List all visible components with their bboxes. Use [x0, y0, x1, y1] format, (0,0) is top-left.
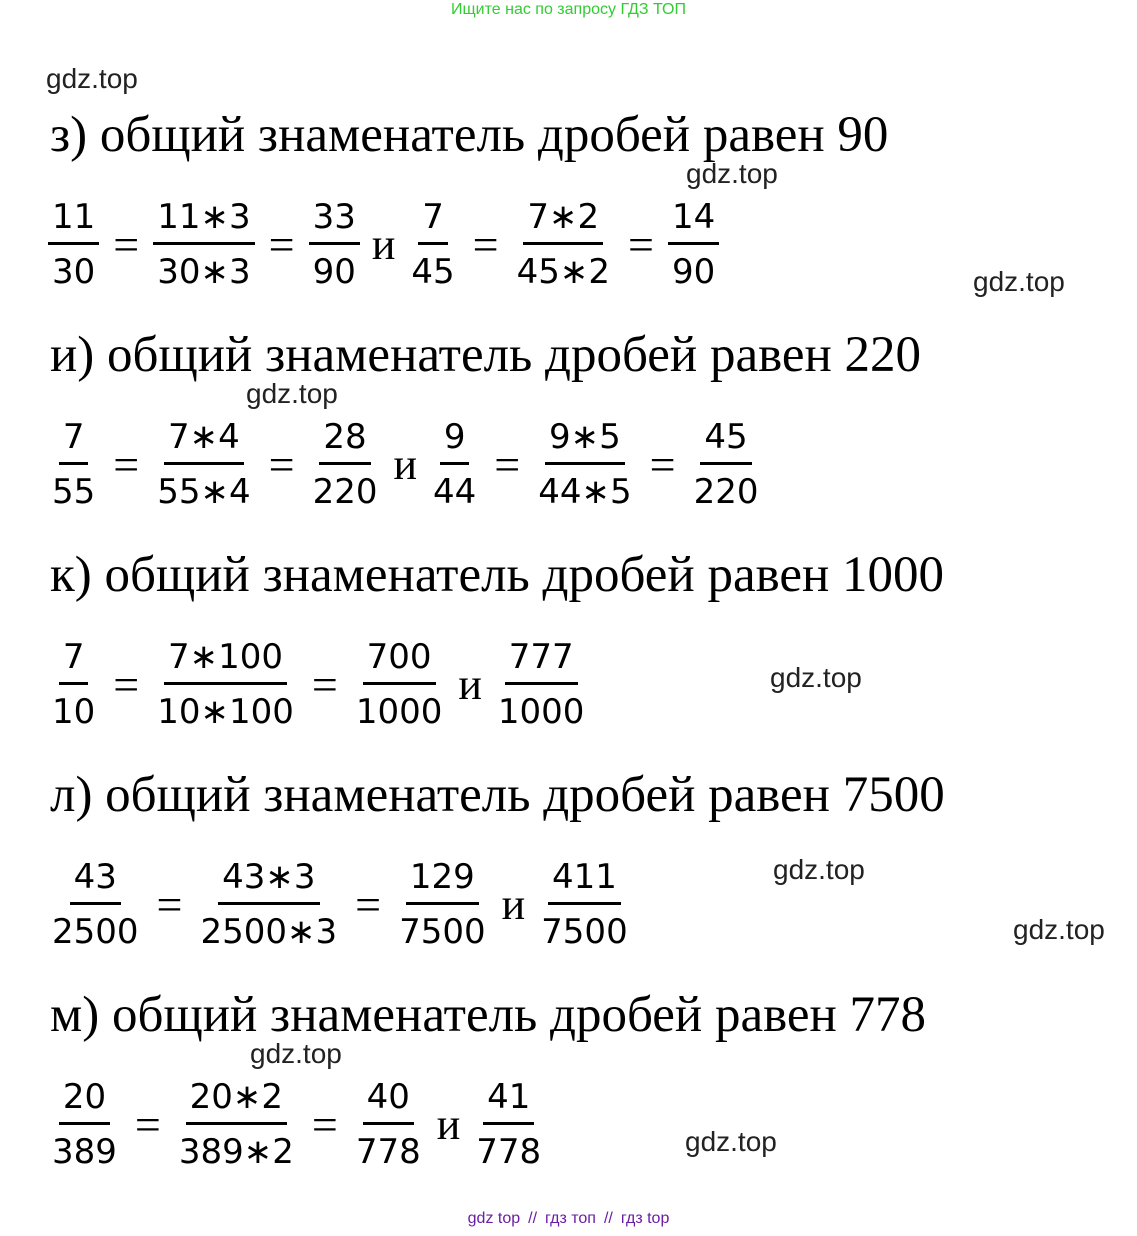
fraction: [668, 197, 719, 292]
equals-sign: =: [156, 878, 183, 930]
fraction: [407, 197, 458, 292]
equals-sign: =: [472, 218, 499, 270]
numerator: 411: [548, 860, 621, 905]
numerator: 7∗2: [523, 200, 603, 245]
denominator: 10∗100: [157, 692, 294, 732]
equals-sign: =: [113, 438, 140, 490]
denominator: 220: [312, 472, 378, 512]
denominator: 389: [52, 1132, 117, 1172]
equals-sign: =: [494, 438, 521, 490]
fraction: [175, 1077, 298, 1172]
numerator: 7∗4: [164, 420, 244, 465]
equals-sign: =: [268, 438, 295, 490]
numerator: 7∗100: [164, 640, 287, 685]
equation-row: [48, 417, 762, 512]
denominator: 90: [671, 252, 716, 292]
fraction: [309, 417, 382, 512]
fraction: [513, 197, 614, 292]
conjunction: и: [458, 660, 482, 709]
search-banner: Ищите нас по запросу ГДЗ ТОП: [451, 1, 686, 18]
numerator: 28: [319, 420, 370, 465]
fraction: [309, 197, 360, 292]
numerator: 33: [309, 200, 360, 245]
denominator: 90: [312, 252, 356, 292]
equals-sign: =: [134, 1098, 161, 1150]
fraction: [494, 637, 589, 732]
fraction: [429, 417, 480, 512]
numerator: 9∗5: [545, 420, 625, 465]
numerator: 11∗3: [153, 200, 254, 245]
section-heading: л) общий знаменатель дробей равен 7500: [50, 767, 945, 823]
fraction: [352, 637, 447, 732]
denominator: 45∗2: [516, 252, 610, 292]
watermark: gdz.top: [246, 378, 338, 409]
numerator: 20: [59, 1080, 110, 1125]
equals-sign: =: [311, 658, 338, 710]
numerator: 7: [418, 200, 448, 245]
numerator: 43∗3: [218, 860, 319, 905]
fraction: [534, 417, 635, 512]
equals-sign: =: [311, 1098, 338, 1150]
denominator: 778: [355, 1132, 421, 1172]
numerator: 129: [406, 860, 479, 905]
fraction: [48, 1077, 121, 1172]
denominator: 10: [52, 692, 96, 732]
numerator: 7: [59, 420, 89, 465]
numerator: 11: [48, 200, 99, 245]
watermark: gdz.top: [1013, 914, 1105, 945]
denominator: 220: [693, 472, 759, 512]
fraction: [48, 637, 99, 732]
watermark: gdz.top: [770, 662, 862, 693]
fraction: [48, 857, 143, 952]
equals-sign: =: [627, 218, 654, 270]
section-heading: к) общий знаменатель дробей равен 1000: [50, 547, 945, 603]
fraction: [352, 1077, 425, 1172]
denominator: 389∗2: [178, 1132, 294, 1172]
denominator: 44: [433, 472, 477, 512]
denominator: 30: [52, 252, 96, 292]
fraction: [153, 637, 298, 732]
footer-separator: //: [528, 1210, 538, 1227]
fraction: [48, 197, 99, 292]
equals-sign: =: [113, 658, 140, 710]
denominator: 1000: [355, 692, 443, 732]
equals-sign: =: [113, 218, 140, 270]
watermark: gdz.top: [973, 266, 1065, 297]
fraction: [196, 857, 341, 952]
denominator: 55∗4: [157, 472, 251, 512]
section-heading: з) общий знаменатель дробей равен 90: [50, 107, 889, 163]
section-heading: и) общий знаменатель дробей равен 220: [50, 327, 922, 383]
footer-link[interactable]: гдз top: [620, 1210, 670, 1227]
denominator: 30∗3: [157, 252, 251, 292]
denominator: 1000: [497, 692, 585, 732]
equation-row: [48, 197, 719, 292]
watermark: gdz.top: [773, 854, 865, 885]
watermark: gdz.top: [46, 63, 138, 94]
conjunction: и: [371, 220, 396, 269]
denominator: 7500: [541, 912, 628, 952]
denominator: 45: [411, 252, 455, 292]
numerator: 9: [440, 420, 470, 465]
fraction: [395, 857, 490, 952]
denominator: 2500: [52, 912, 139, 952]
equals-sign: =: [649, 438, 676, 490]
watermark: gdz.top: [685, 1126, 777, 1157]
numerator: 43: [70, 860, 121, 905]
numerator: 700: [363, 640, 436, 685]
watermark: gdz.top: [250, 1038, 342, 1069]
denominator: 2500∗3: [200, 912, 338, 952]
numerator: 45: [700, 420, 751, 465]
fraction: [153, 197, 254, 292]
denominator: 778: [476, 1132, 542, 1172]
denominator: 55: [52, 472, 96, 512]
denominator: 7500: [399, 912, 486, 952]
numerator: 40: [363, 1080, 414, 1125]
watermark: gdz.top: [686, 158, 778, 189]
numerator: 41: [483, 1080, 534, 1125]
fraction: [472, 1077, 545, 1172]
denominator: 44∗5: [538, 472, 632, 512]
equals-sign: =: [355, 878, 382, 930]
fraction: [537, 857, 632, 952]
footer-links: [0, 1210, 1137, 1228]
conjunction: и: [436, 1100, 461, 1149]
equation-row: [48, 1077, 545, 1172]
numerator: 14: [668, 200, 719, 245]
conjunction: и: [393, 440, 418, 489]
numerator: 20∗2: [186, 1080, 287, 1125]
fraction: [690, 417, 763, 512]
fraction: [48, 417, 99, 512]
footer-link[interactable]: гдз топ: [545, 1210, 596, 1227]
equals-sign: =: [268, 218, 295, 270]
numerator: 777: [505, 640, 578, 685]
numerator: 7: [59, 640, 89, 685]
equation-row: [48, 637, 588, 732]
conjunction: и: [501, 880, 526, 929]
section-heading: м) общий знаменатель дробей равен 778: [50, 987, 927, 1043]
fraction: [153, 417, 254, 512]
footer-separator: //: [603, 1210, 613, 1227]
equation-row: [48, 857, 632, 952]
footer-link[interactable]: gdz top: [467, 1210, 521, 1227]
